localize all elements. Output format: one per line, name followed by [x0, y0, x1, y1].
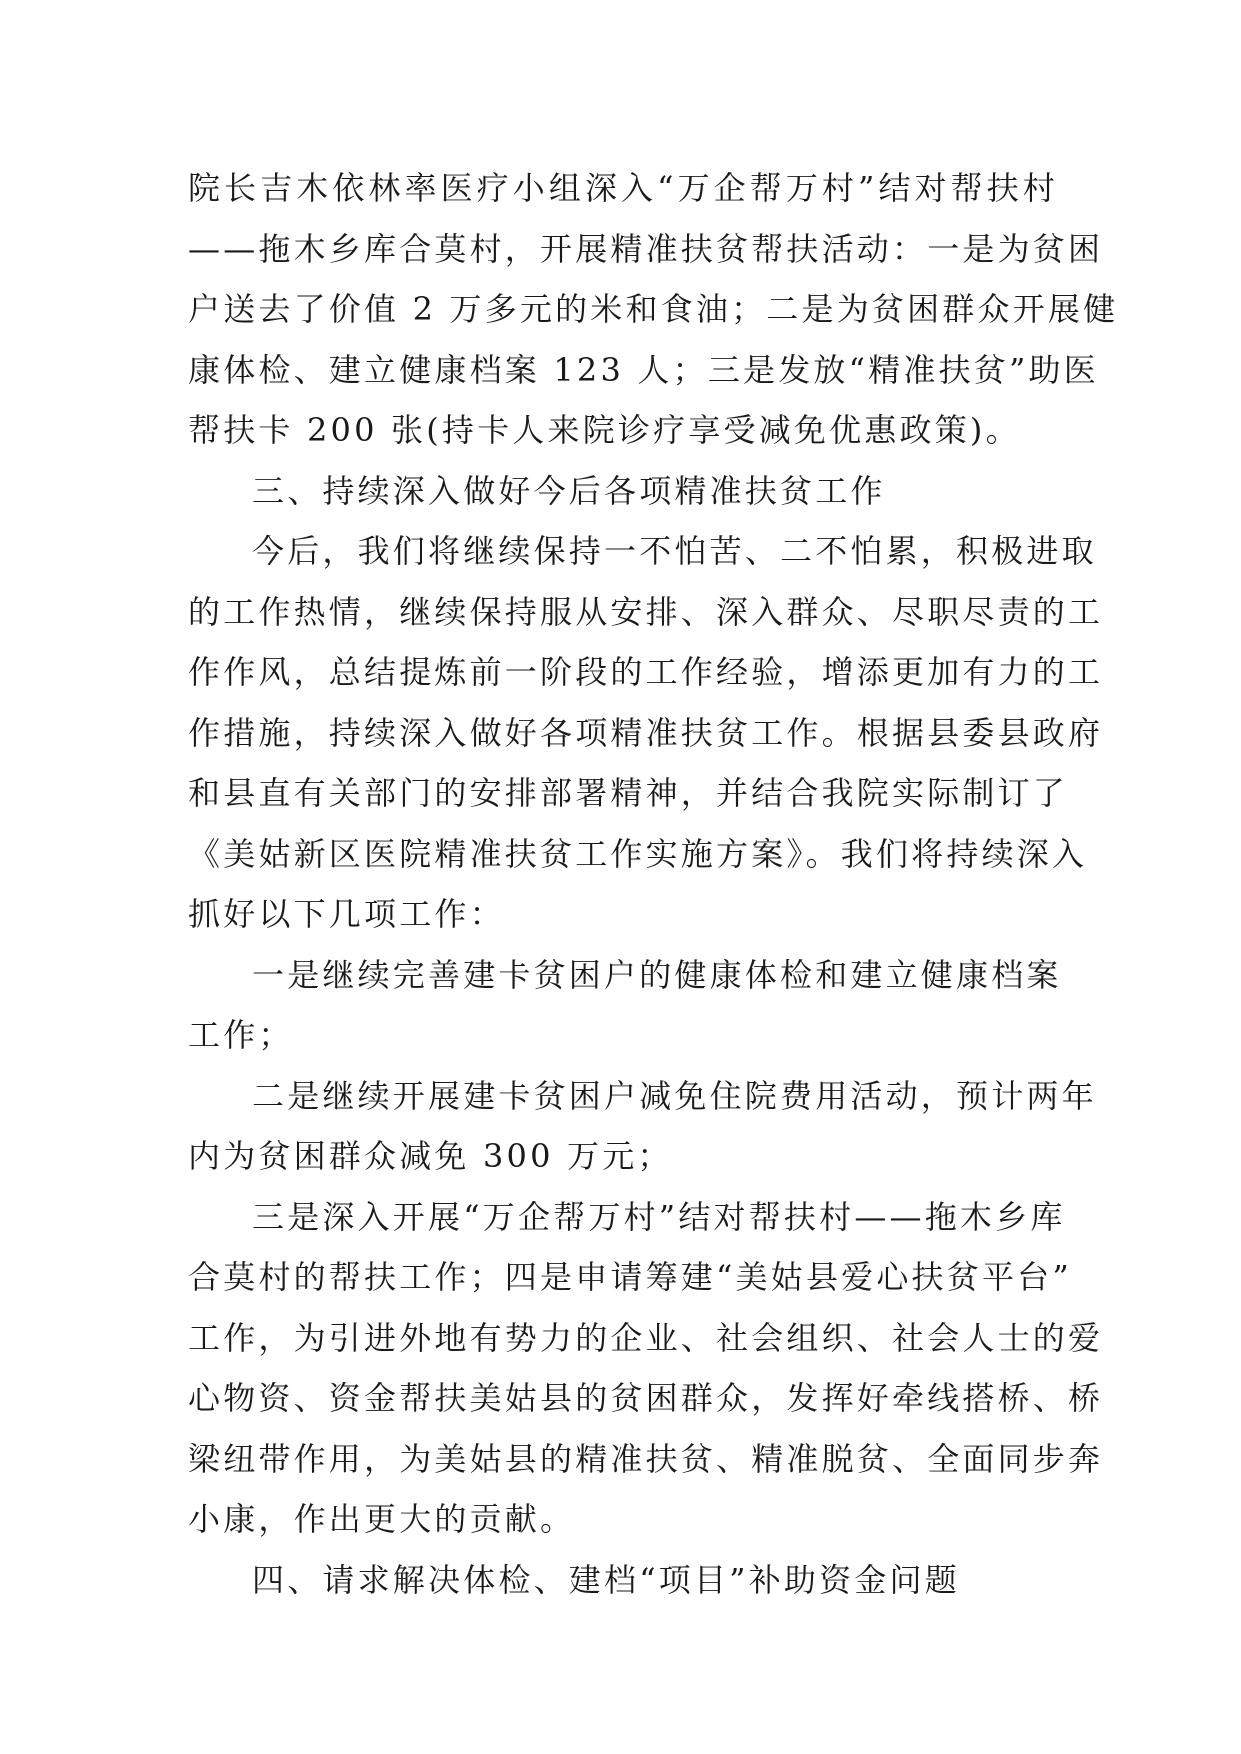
- paragraph-line: 作措施，持续深入做好各项精准扶贫工作。根据县委县政府: [188, 713, 1104, 752]
- paragraph-line: 内为贫困群众减免 300 万元；: [188, 1137, 673, 1175]
- paragraph-line: 心物资、资金帮扶美姑县的贫困群众，发挥好牵线搭桥、桥: [188, 1379, 1104, 1417]
- paragraph-line: 《美姑新区医院精准扶贫工作实施方案》。我们将持续深入: [188, 834, 1088, 873]
- paragraph-first-line: 三、持续深入做好今后各项精准扶贫工作: [252, 471, 886, 510]
- paragraph-line: 户送去了价值 2 万多元的米和食油；二是为贫困群众开展健: [188, 290, 1119, 328]
- paragraph-first-line: 一是继续完善建卡贫困户的健康体检和建立健康档案: [252, 955, 1062, 994]
- paragraph-line: ——拖木乡库合莫村，开展精准扶贫帮扶活动：一是为贫困: [188, 229, 1104, 268]
- paragraph-first-line: 三是深入开展“万企帮万村”结对帮扶村——拖木乡库: [252, 1197, 1066, 1236]
- paragraph-line: 和县直有关部门的安排部署精神，并结合我院实际制订了: [188, 774, 1069, 812]
- paragraph-line: 院长吉木依林率医疗小组深入“万企帮万村”结对帮扶村: [188, 169, 1058, 207]
- paragraph-line: 抓好以下几项工作：: [188, 895, 505, 933]
- document-body: [188, 158, 1119, 1610]
- paragraph-line: 工作；: [188, 1016, 294, 1054]
- paragraph-line: 梁纽带作用，为美姑县的精准扶贫、精准脱贫、全面同步奔: [188, 1439, 1104, 1478]
- paragraph-line: 小康，作出更大的贡献。: [188, 1500, 576, 1538]
- paragraph-line: 工作，为引进外地有势力的企业、社会组织、社会人士的爱: [188, 1318, 1104, 1357]
- paragraph-line: 合莫村的帮扶工作；四是申请筹建“美姑县爱心扶贫平台”: [188, 1258, 1072, 1296]
- paragraph-first-line: 四、请求解决体检、建档“项目”补助资金问题: [252, 1560, 960, 1599]
- paragraph-first-line: 二是继续开展建卡贫困户减免住院费用活动，预计两年: [252, 1076, 1097, 1115]
- paragraph-line: 作作风，总结提炼前一阶段的工作经验，增添更加有力的工: [188, 653, 1104, 691]
- paragraph-line: 帮扶卡 200 张(持卡人来院诊疗享受减免优惠政策)。: [188, 411, 1021, 449]
- paragraph-line: 康体检、建立健康档案 123 人；三是发放“精准扶贫”助医: [188, 350, 1099, 389]
- paragraph-first-line: 今后，我们将继续保持一不怕苦、二不怕累，积极进取: [252, 532, 1097, 570]
- paragraph-line: 的工作热情，继续保持服从安排、深入群众、尽职尽责的工: [188, 592, 1104, 631]
